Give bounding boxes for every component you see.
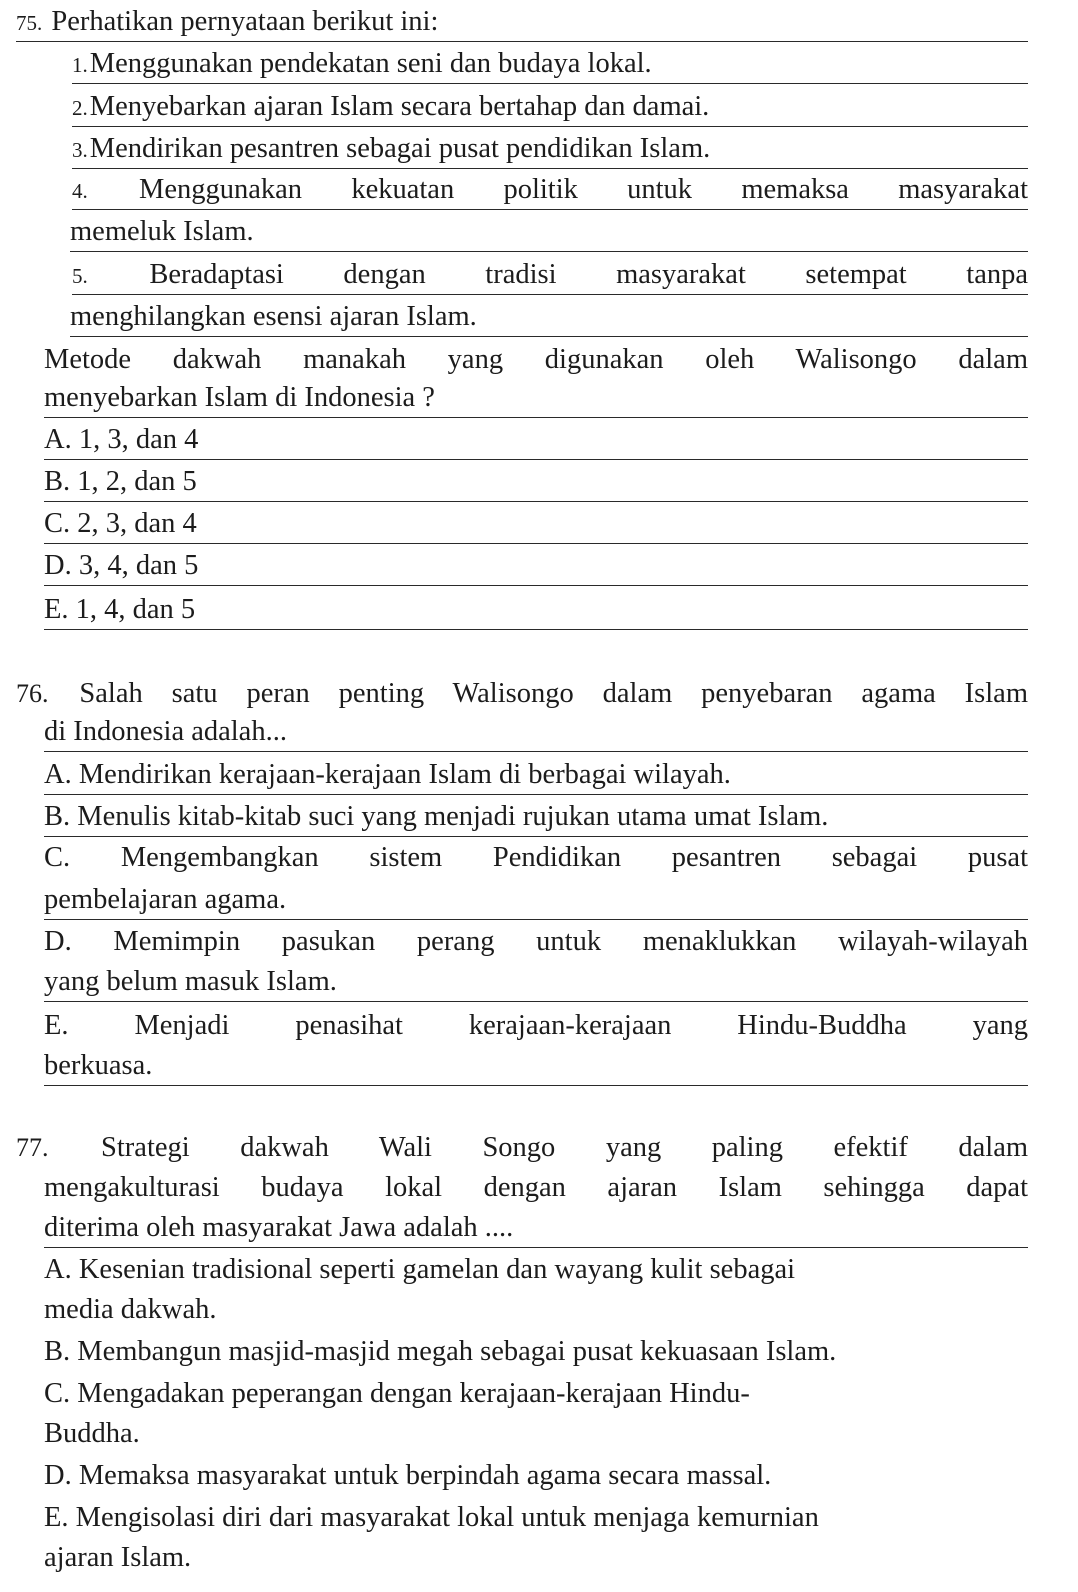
q77-question-line1: 77. Strategi dakwah Wali Songo yang paling efektif dalam (16, 1132, 1029, 1163)
q77-option-e-line2: ajaran Islam. (44, 1542, 192, 1573)
q75-option-e: E. 1, 4, dan 5 (44, 590, 1028, 630)
q76-option-b: B. Menulis kitab-kitab suci yang menjadi rujukan utama umat Islam. (44, 797, 1028, 837)
q75-statement-3: 3.Mendirikan pesantren sebagai pusat pendidikan Islam. (72, 129, 1028, 169)
q77-option-d: D. Memaksa masyarakat untuk berpindah agama secara massal. (44, 1460, 772, 1491)
q75-intro: Perhatikan pernyataan berikut ini: (51, 6, 439, 37)
q75-header (16, 2, 1028, 42)
q77-option-a-line2: media dakwah. (44, 1294, 217, 1325)
q75-statement-1: 1.Menggunakan pendekatan seni dan budaya lokal. (72, 44, 1028, 84)
q75-statement-4-line2: memeluk Islam. (70, 212, 1028, 252)
q75-question-line2: menyebarkan Islam di Indonesia ? (44, 378, 1028, 418)
q76-option-d-line1: D. Memimpin pasukan perang untuk menaklukkan wilayah-wilayah (44, 926, 1028, 957)
q77-option-c-line2: Buddha. (44, 1418, 140, 1449)
q77-option-c-line1: C. Mengadakan peperangan dengan kerajaan-kerajaan Hindu- (44, 1378, 750, 1409)
q76-question-line1: 76. Salah satu peran penting Walisongo dalam penyebaran agama Islam (16, 678, 1028, 709)
q75-question-line1: Metode dakwah manakah yang digunakan oleh Walisongo dalam (44, 344, 1028, 375)
q75-statement-5-line2: menghilangkan esensi ajaran Islam. (70, 297, 1028, 337)
q75-statement-5-line1: 5. Beradaptasi dengan tradisi masyarakat setempat tanpa (72, 255, 1028, 295)
q76-option-c-line1: C. Mengembangkan sistem Pendidikan pesantren sebagai pusat (44, 842, 1028, 873)
q76-option-e-line2: berkuasa. (44, 1046, 1028, 1086)
q76-option-a: A. Mendirikan kerajaan-kerajaan Islam di berbagai wilayah. (44, 755, 1028, 795)
q77-option-e-line1: E. Mengisolasi diri dari masyarakat lokal untuk menjaga kemurnian (44, 1502, 819, 1533)
q77-option-a-line1: A. Kesenian tradisional seperti gamelan dan wayang kulit sebagai (44, 1254, 796, 1285)
q75-option-c: C. 2, 3, dan 4 (44, 504, 1028, 544)
q75-option-b: B. 1, 2, dan 5 (44, 462, 1028, 502)
q77-number: 77. (16, 1133, 49, 1162)
q75-option-d: D. 3, 4, dan 5 (44, 546, 1028, 586)
q76-option-e-line1: E. Menjadi penasihat kerajaan-kerajaan Hindu-Buddha yang (44, 1010, 1028, 1041)
q75-statement-2: 2.Menyebarkan ajaran Islam secara bertahap dan damai. (72, 87, 1028, 127)
q75-statement-4-line1: 4. Menggunakan kekuatan politik untuk memaksa masyarakat (72, 170, 1028, 210)
q77-question-line3: diterima oleh masyarakat Jawa adalah .... (44, 1208, 1028, 1248)
q77-question-line2: mengakulturasi budaya lokal dengan ajaran Islam sehingga dapat (44, 1172, 1028, 1203)
q76-option-d-line2: yang belum masuk Islam. (44, 962, 1028, 1002)
q77-option-b: B. Membangun masjid-masjid megah sebagai pusat kekuasaan Islam. (44, 1336, 837, 1367)
q76-option-c-line2: pembelajaran agama. (44, 880, 1028, 920)
q75-option-a: A. 1, 3, dan 4 (44, 420, 1028, 460)
q76-number: 76. (16, 679, 49, 708)
q76-question-line2: di Indonesia adalah... (44, 712, 1028, 752)
q75-number: 75. (16, 11, 43, 35)
